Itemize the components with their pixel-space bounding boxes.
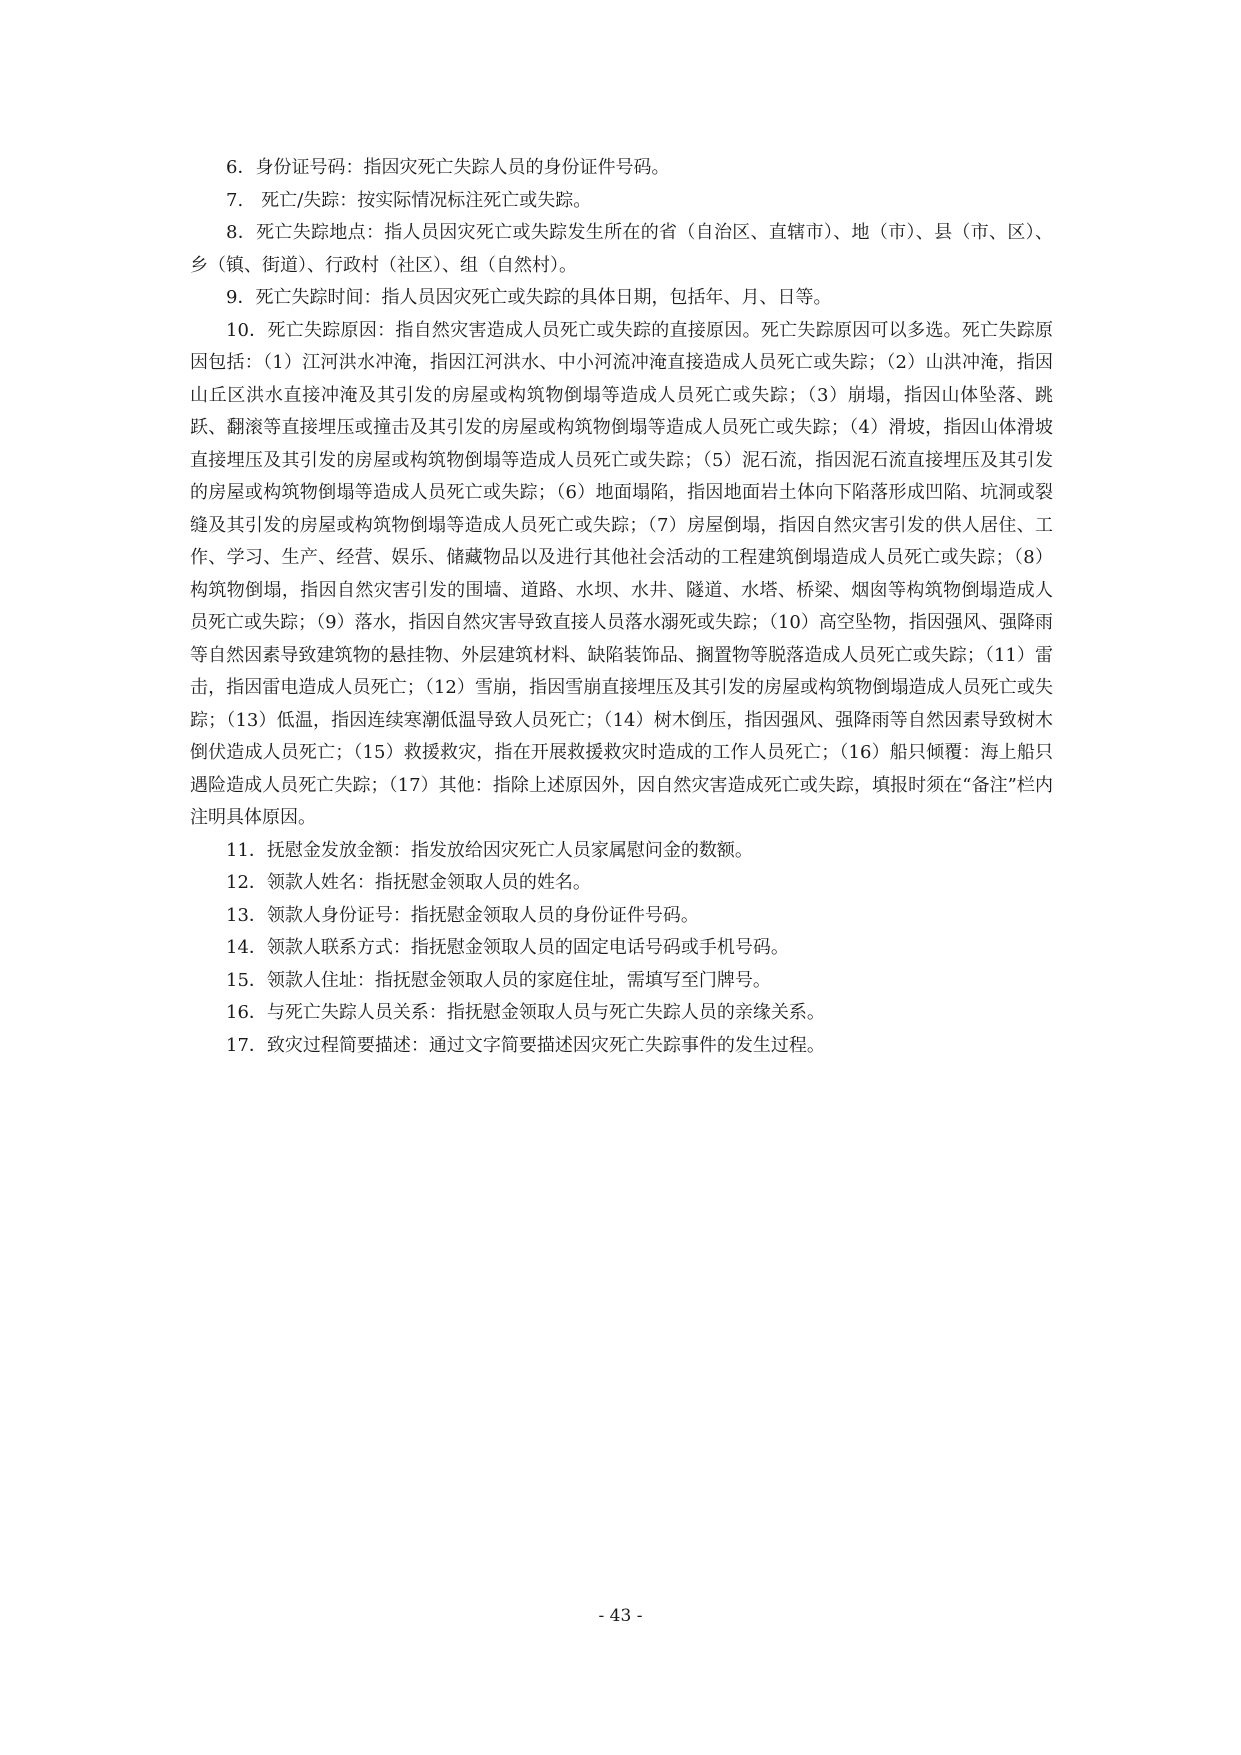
item-compensation-amount: 11．抚慰金发放金额：指发放给因灾死亡人员家属慰问金的数额。 bbox=[226, 839, 753, 861]
page-number: - 43 - bbox=[598, 1606, 643, 1626]
item-recipient-id: 13．领款人身份证号：指抚慰金领取人员的身份证件号码。 bbox=[226, 904, 699, 926]
item-location: 8．死亡失踪地点：指人员因灾死亡或失踪发生所在的省（自治区、直辖市）、地（市）、县（市、区）、乡（镇、街道）、行政村（社区）、组（自然村）。 bbox=[190, 222, 1053, 276]
item-id-number: 6．身份证号码：指因灾死亡失踪人员的身份证件号码。 bbox=[226, 157, 670, 178]
item-description: 17．致灾过程简要描述：通过文字简要描述因灾死亡失踪事件的发生过程。 bbox=[226, 1034, 825, 1056]
document-body bbox=[190, 152, 1053, 1062]
item-recipient-address: 15．领款人住址：指抚慰金领取人员的家庭住址，需填写至门牌号。 bbox=[226, 969, 771, 991]
item-time: 9．死亡失踪时间：指人员因灾死亡或失踪的具体日期，包括年、月、日等。 bbox=[226, 287, 832, 308]
item-relationship: 16．与死亡失踪人员关系：指抚慰金领取人员与死亡失踪人员的亲缘关系。 bbox=[226, 1002, 825, 1023]
item-death-missing: 7. 死亡/失踪：按实际情况标注死亡或失踪。 bbox=[226, 189, 592, 211]
item-cause: 10．死亡失踪原因：指自然灾害造成人员死亡或失踪的直接原因。死亡失踪原因可以多选。死亡失踪原因包括：（1）江河洪水冲淹，指因江河洪水、中小河流冲淹直接造成人员死亡或失踪；（2）山洪冲淹，指因山丘区洪水直接冲淹及其引发的房屋或构筑物倒塌等造成人员死亡或失踪；（3）崩塌，指因山体坠落、跳跃、翻滚等直接埋压或撞击及其引发的房屋或构筑物倒塌等造成人员死亡或失踪；（4）滑坡，指因山体滑坡直接埋压及其引发的房屋或构筑物倒塌等造成人员死亡或失踪；（5）泥石流，指因泥石流直接埋压及其引发的房屋或构筑物倒塌等造成人员死亡或失踪；（6）地面塌陷，指因地面岩土体向下陷落形成凹陷、坑洞或裂缝及其引发的房屋或构筑物倒塌等造成人员死亡或失踪；（7）房屋倒塌，指因自然灾害引发的供人居住、工作、学习、生产、经营、娱乐、储藏物品以及进行其他社会活动的工程建筑倒塌造成人员死亡或失踪；（8）构筑物倒塌，指因自然灾害引发的围墙、道路、水坝、水井、隧道、水塔、桥梁、烟囱等构筑物倒塌造成人员死亡或失踪；（9）落水，指因自然灾害导致直接人员落水溺死或失踪；（10）高空坠物，指因强风、强降雨等自然因素导致建筑物的悬挂物、外层建筑材料、缺陷装饰品、搁置物等脱落造成人员死亡或失踪；（11）雷击，指因雷电造成人员死亡；（12）雪崩，指因雪崩直接埋压及其引发的房屋或构筑物倒塌造成人员死亡或失踪；（13）低温，指因连续寒潮低温导致人员死亡；（14）树木倒压，指因强风、强降雨等自然因素导致树木倒伏造成人员死亡；（15）救援救灾，指在开展救援救灾时造成的工作人员死亡；（16）船只倾覆：海上船只遇险造成人员死亡失踪；（17）其他：指除上述原因外，因自然灾害造成死亡或失踪，填报时须在“备注”栏内注明具体原因。 bbox=[190, 319, 1053, 828]
item-recipient-name: 12．领款人姓名：指抚慰金领取人员的姓名。 bbox=[226, 872, 591, 893]
item-recipient-contact: 14．领款人联系方式：指抚慰金领取人员的固定电话号码或手机号码。 bbox=[226, 937, 789, 958]
